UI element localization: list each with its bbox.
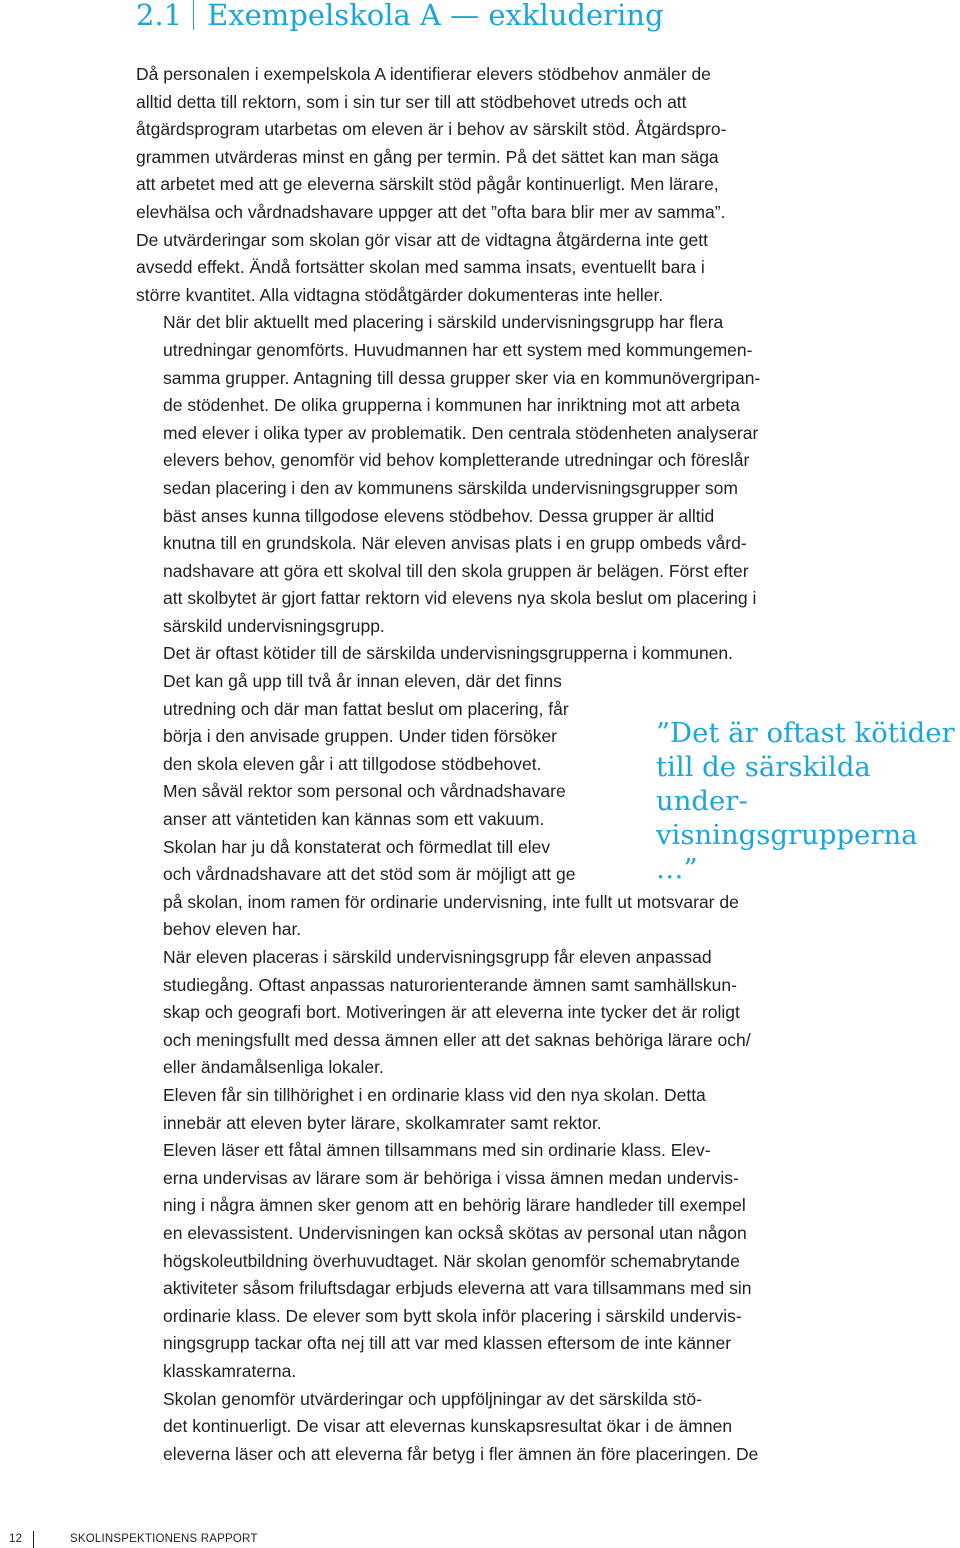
text-line: knutna till en grundskola. När eleven anvisas plats i en grupp ombeds vård- — [163, 533, 747, 554]
text-line: anser att väntetiden kan kännas som ett vakuum. — [163, 809, 545, 830]
text-line: Eleven får sin tillhörighet i en ordinarie klass vid den nya skolan. Detta — [163, 1084, 706, 1105]
section-number: 2.1 — [136, 0, 183, 32]
text-line: alltid detta till rektorn, som i sin tur ser till att stödbehovet utreds och att — [136, 91, 687, 112]
text-line: behov eleven har. — [163, 919, 302, 940]
page-footer — [0, 1531, 960, 1548]
text-line: det kontinuerligt. De visar att elevernas kunskapsresultat ökar i de ämnen — [163, 1416, 733, 1437]
text-line: erna undervisas av lärare som är behöriga i vissa ämnen medan undervis- — [163, 1167, 739, 1188]
text-line: högskoleutbildning överhuvudtaget. När skolan genomför schemabrytande — [163, 1250, 740, 1271]
text-line: utredningar genomförts. Huvudmannen har ett system med kommungemen- — [163, 339, 753, 360]
text-line: Skolan genomför utvärderingar och uppföljningar av det särskilda stö- — [163, 1388, 702, 1409]
text-line: större kvantitet. Alla vidtagna stödåtgärder dokumenteras inte heller. — [136, 284, 664, 305]
text-line: eller ändamålsenliga lokaler. — [163, 1057, 384, 1078]
text-line: bäst anses kunna tillgodose elevens stödbehov. Dessa grupper är alltid — [163, 505, 715, 526]
text-line: Då personalen i exempelskola A identifierar elevers stödbehov anmäler de — [136, 64, 711, 84]
section-heading — [136, 0, 664, 36]
text-line: studiegång. Oftast anpassas naturorienterande ämnen samt samhällskun- — [163, 974, 737, 995]
text-line: på skolan, inom ramen för ordinarie undervisning, inte fullt ut motsvarar de — [163, 891, 739, 912]
text-line: aktiviteter såsom friluftsdagar erbjuds eleverna att vara tillsammans med sin — [163, 1278, 752, 1299]
text-line: elevers behov, genomför vid behov kompletterande utredningar och föreslår — [163, 450, 750, 471]
text-line: När det blir aktuellt med placering i särskild undervisningsgrupp har flera — [163, 312, 724, 333]
text-line: att arbetet med att ge eleverna särskilt stöd pågår kontinuerligt. Men lärare, — [136, 174, 719, 195]
body-paragraph — [136, 1137, 848, 1385]
text-line: särskild undervisningsgrupp. — [163, 615, 385, 636]
text-line: avsedd effekt. Ändå fortsätter skolan med samma insats, eventuellt bara i — [136, 257, 705, 278]
body-paragraph — [136, 61, 848, 309]
text-line: sedan placering i den av kommunens särskilda undervisningsgrupper som — [163, 477, 738, 498]
text-line: elevhälsa och vårdnadshavare uppger att det ”ofta bara blir mer av samma”. — [136, 201, 726, 222]
pull-quote: ”Det är oftast kötider till de särskilda under- visningsgrupperna …” — [656, 717, 955, 885]
text-line: att skolbytet är gjort fattar rektorn vid elevens nya skola beslut om placering i — [163, 588, 757, 609]
text-line: ning i några ämnen sker genom att en behörig lärare handleder till exempel — [163, 1195, 746, 1216]
text-line: och vårdnadshavare att det stöd som är möjligt att ge — [163, 864, 576, 885]
body-paragraph — [136, 309, 848, 640]
text-line: Men såväl rektor som personal och vårdnadshavare — [163, 781, 566, 802]
text-line: åtgärdsprogram utarbetas om eleven är i behov av särskilt stöd. Åtgärdspro- — [136, 119, 727, 140]
text-line: skap och geografi bort. Motiveringen är att eleverna inte tycker det är roligt — [163, 1002, 740, 1023]
text-line: Skolan har ju då konstaterat och förmedlat till elev — [163, 836, 551, 857]
text-line: med elever i olika typer av problematik. Den centrala stödenheten analyserar — [163, 422, 759, 443]
text-line: den skola eleven går i att tillgodose stödbehovet. — [163, 753, 542, 774]
text-line: När eleven placeras i särskild undervisningsgrupp får eleven anpassad — [163, 947, 712, 967]
text-line: utredning och där man fattat beslut om placering, får — [163, 698, 569, 719]
text-line: ningsgrupp tackar ofta nej till att var med klassen eftersom de inte känner — [163, 1333, 732, 1354]
text-line: grammen utvärderas minst en gång per termin. På det sättet kan man säga — [136, 146, 719, 167]
text-line: Det kan gå upp till två år innan eleven, där det finns — [163, 671, 562, 692]
report-title: SKOLINSPEKTIONENS RAPPORT — [70, 1533, 258, 1545]
body-paragraph — [136, 1386, 848, 1469]
text-line: börja i den anvisade gruppen. Under tiden försöker — [163, 726, 557, 747]
footer-divider — [33, 1531, 34, 1548]
text-line: eleverna läser och att eleverna får betyg i fler ämnen än före placeringen. De — [163, 1443, 759, 1464]
text-line: ordinarie klass. De elever som bytt skola inför placering i särskild undervis- — [163, 1305, 742, 1326]
text-line: klasskamraterna. — [163, 1360, 297, 1381]
text-line: innebär att eleven byter lärare, skolkamrater samt rektor. — [163, 1112, 602, 1133]
section-title: Exempelskola A — exkludering — [207, 0, 664, 32]
text-line: samma grupper. Antagning till dessa grupper sker via en kommunövergripan- — [163, 367, 761, 388]
body-paragraph — [136, 1082, 848, 1137]
text-line: De utvärderingar som skolan gör visar att de vidtagna åtgärderna inte gett — [136, 229, 708, 250]
page-number: 12 — [9, 1533, 23, 1545]
heading-divider — [193, 0, 194, 30]
body-paragraph — [136, 944, 848, 1082]
text-line: Det är oftast kötider till de särskilda undervisningsgrupperna i kommunen. — [163, 643, 734, 664]
text-line: och meningsfullt med dessa ämnen eller att det saknas behöriga lärare och/ — [163, 1029, 751, 1050]
text-line: Eleven läser ett fåtal ämnen tillsammans med sin ordinarie klass. Elev- — [163, 1140, 711, 1161]
text-line: de stödenhet. De olika grupperna i kommunen har inriktning mot att arbeta — [163, 395, 740, 416]
text-line: en elevassistent. Undervisningen kan också skötas av personal utan någon — [163, 1222, 747, 1243]
text-line: nadshavare att göra ett skolval till den skola gruppen är belägen. Först efter — [163, 560, 749, 581]
